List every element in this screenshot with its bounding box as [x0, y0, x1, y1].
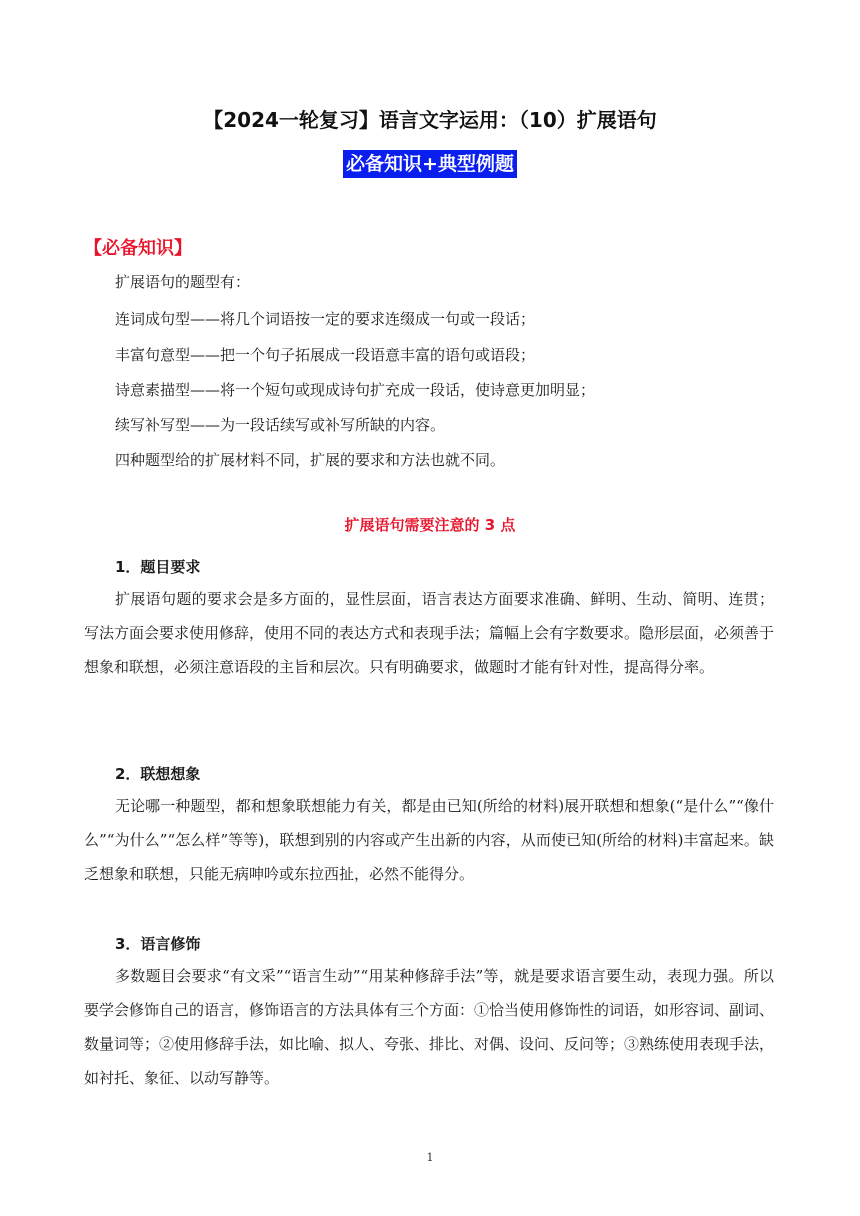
note-heading: 3．语言修饰	[115, 935, 201, 953]
document-title: 【2024一轮复习】语言文字运用：（10）扩展语句	[203, 108, 657, 132]
note-body: 无论哪一种题型，都和想象联想能力有关，都是由已知(所给的材料)展开联想和想象(“是什么”“像什么”“为什么”“怎么样”等等)，联想到别的内容或产生出新的内容，从而使已知(所给的材料)丰富起来。缺乏想象和联想，只能无病呻吟或东拉西扯，必然不能得分。	[84, 797, 774, 883]
note-body: 扩展语句题的要求会是多方面的，显性层面，语言表达方面要求准确、鲜明、生动、简明、连贯；写法方面会要求使用修辞，使用不同的表达方式和表现手法；篇幅上会有字数要求。隐形层面，必须善于想象和联想，必须注意语段的主旨和层次。只有明确要求，做题时才能有针对性，提高得分率。	[84, 590, 775, 676]
section-badge: 必备知识+典型例题	[343, 150, 517, 178]
badge-container	[0, 150, 860, 178]
knowledge-line: 诗意素描型——将一个短句或现成诗句扩充成一段话，使诗意更加明显；	[115, 381, 596, 399]
note-heading: 2．联想想象	[115, 765, 201, 783]
page-number: 1	[426, 1151, 434, 1164]
knowledge-heading: 【必备知识】	[84, 238, 192, 259]
knowledge-line: 连词成句型——将几个词语按一定的要求连缀成一句或一段话；	[115, 310, 536, 328]
note-heading: 1．题目要求	[115, 558, 201, 576]
knowledge-line: 丰富句意型——把一个句子拓展成一段语意丰富的语句或语段；	[115, 346, 536, 364]
knowledge-line: 续写补写型——为一段话续写或补写所缺的内容。	[115, 416, 446, 434]
note-body: 多数题目会要求“有文采”“语言生动”“用某种修辞手法”等，就是要求语言要生动，表现力强。所以要学会修饰自己的语言，修饰语言的方法具体有三个方面：①恰当使用修饰性的词语，如形容词、副词、数量词等；②使用修辞手法，如比喻、拟人、夸张、排比、对偶、设问、反问等；③熟练使用表现手法，如衬托、象征、以动写静等。	[84, 967, 775, 1087]
notes-subtitle: 扩展语句需要注意的 3 点	[344, 516, 516, 534]
knowledge-line: 扩展语句的题型有：	[115, 273, 251, 291]
knowledge-line: 四种题型给的扩展材料不同，扩展的要求和方法也就不同。	[115, 451, 506, 469]
